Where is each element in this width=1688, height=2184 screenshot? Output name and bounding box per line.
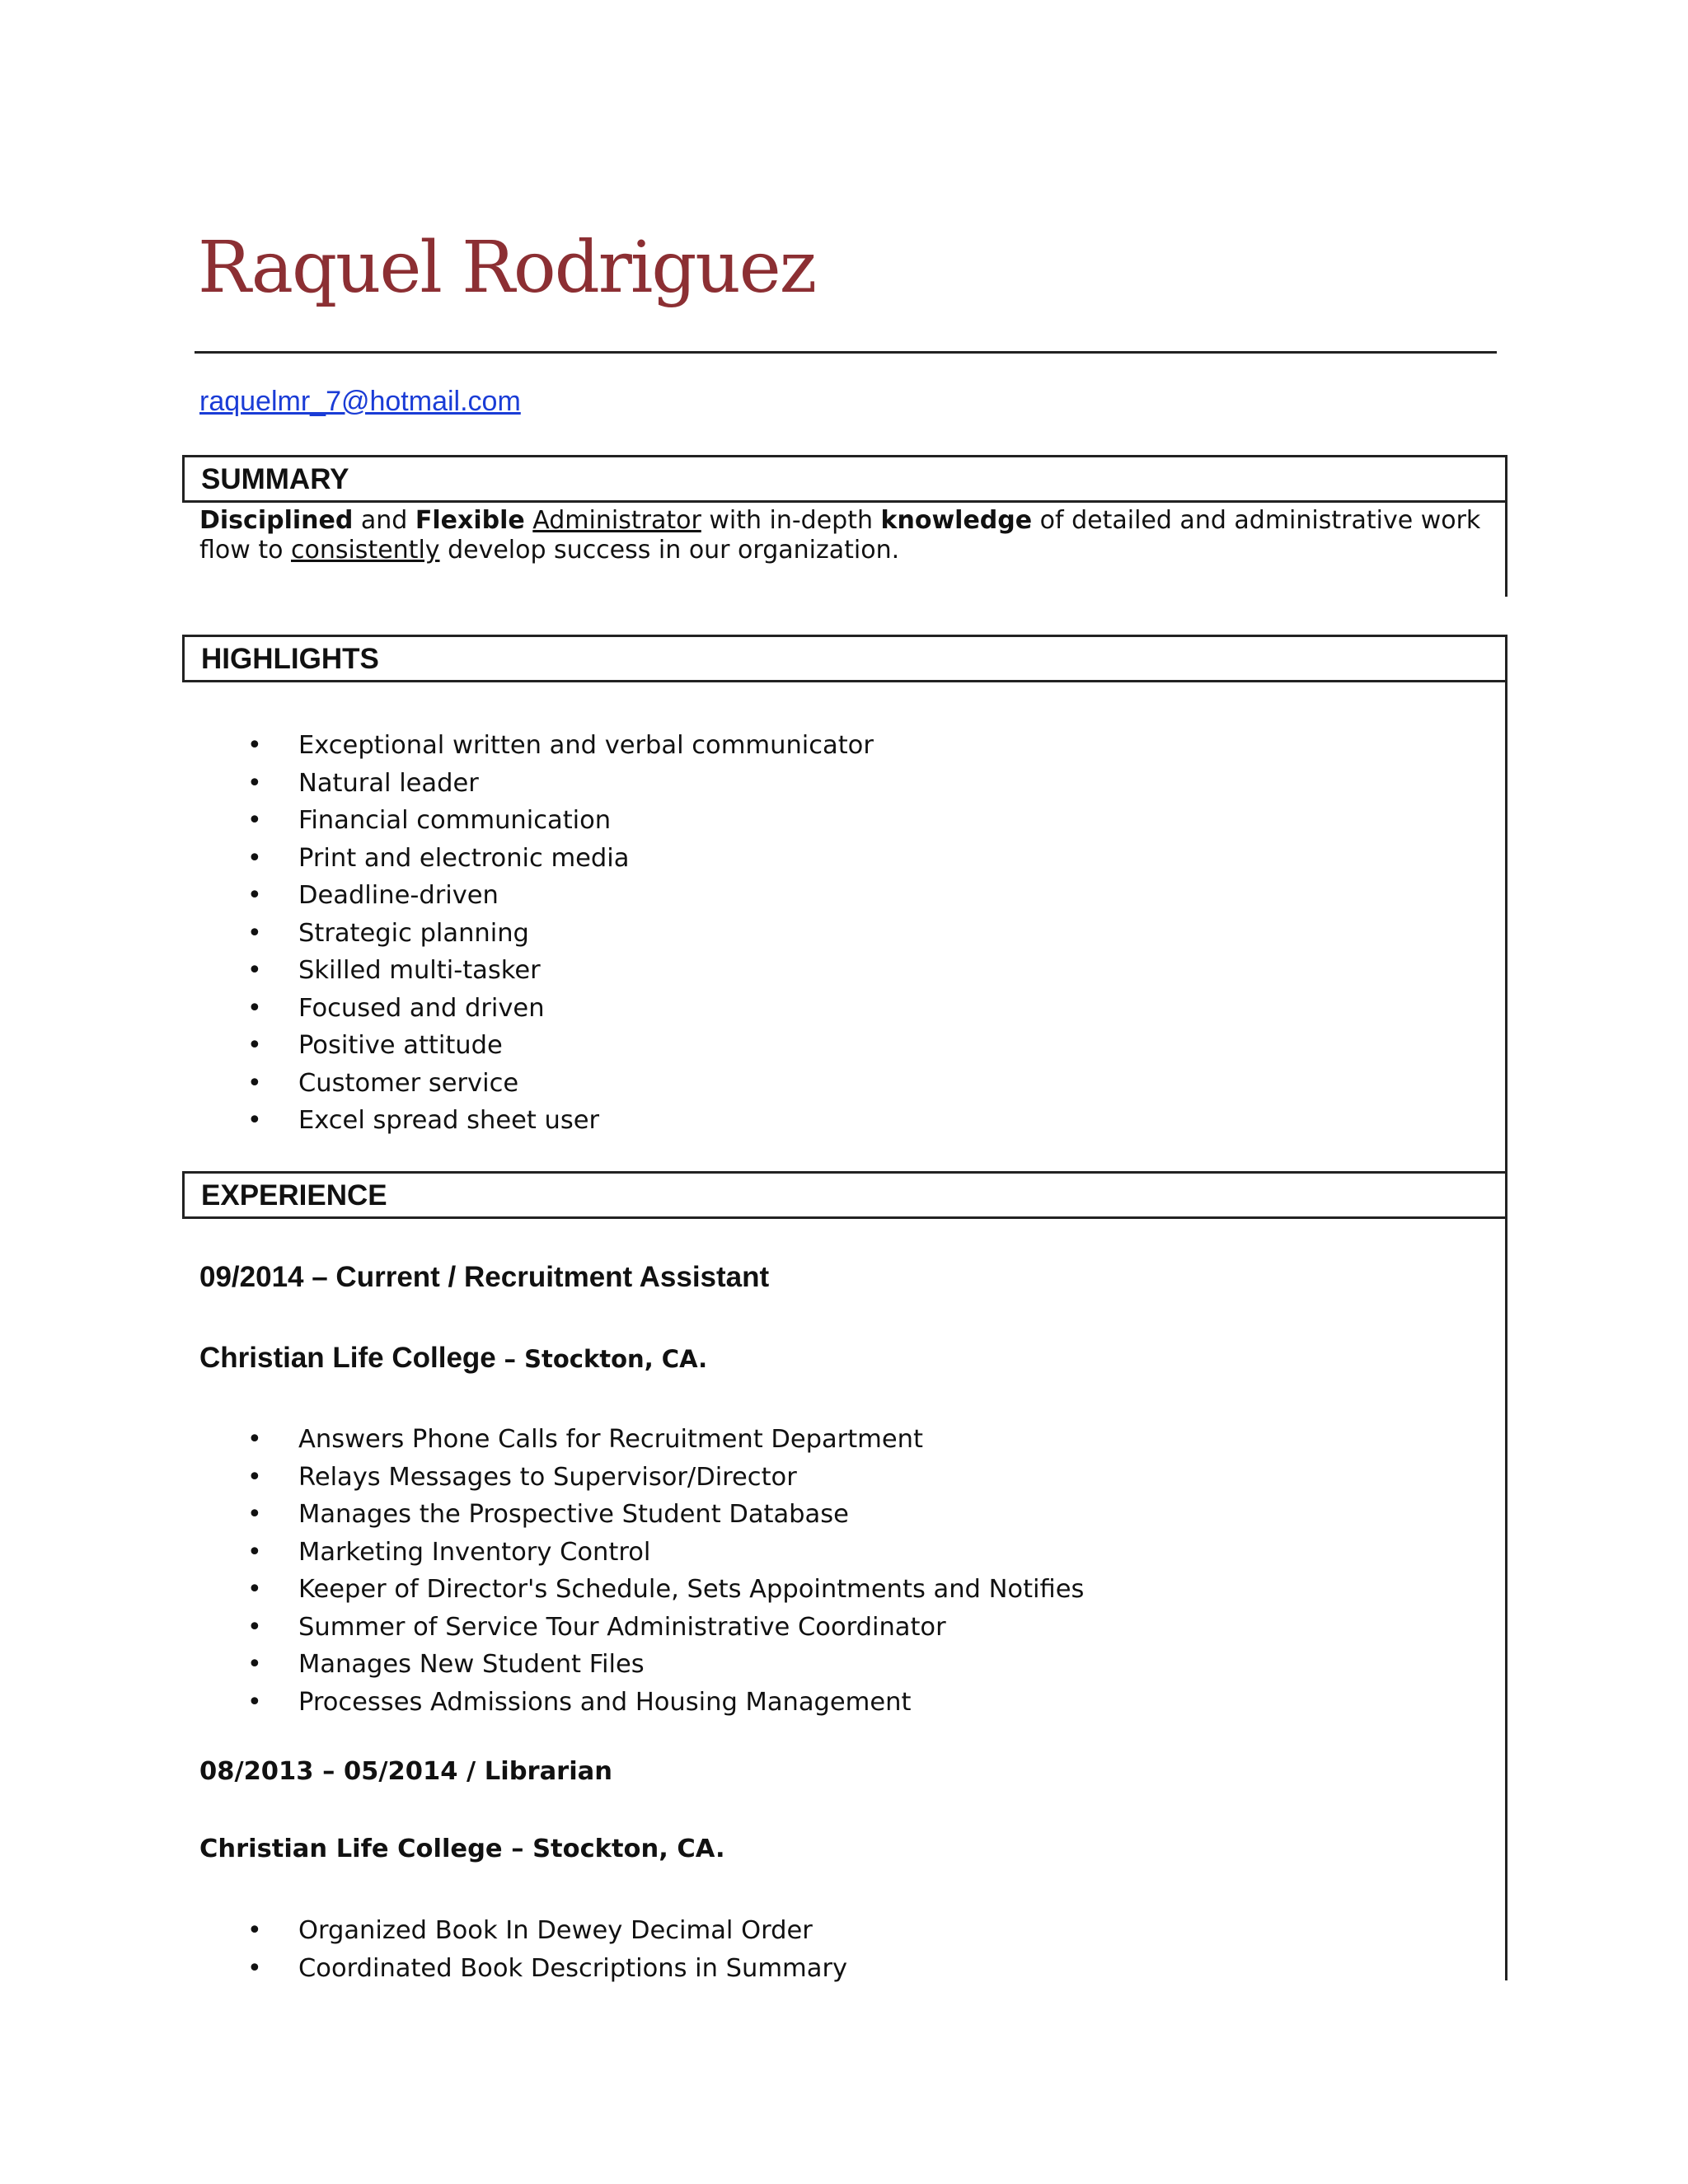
highlight-item: • Skilled multi-tasker (199, 952, 874, 990)
highlight-item: • Natural leader (199, 765, 874, 803)
duty-item: • Marketing Inventory Control (199, 1534, 1084, 1572)
duty-item: • Relays Messages to Supervisor/Director (199, 1459, 1084, 1497)
summary-text (199, 506, 1502, 565)
job-title: 09/2014 – Current / Recruitment Assistant (199, 1261, 770, 1293)
highlight-item: • Positive attitude (199, 1027, 874, 1065)
highlights-list (199, 727, 874, 1140)
duty-item: • Manages the Prospective Student Database (199, 1496, 1084, 1534)
summary-word-flexible: Flexible (415, 506, 525, 535)
summary-text-part: develop success in our organization. (439, 536, 900, 565)
company-name: Christian Life College (199, 1342, 496, 1374)
highlight-item: • Customer service (199, 1065, 874, 1103)
highlight-item: • Print and electronic media (199, 840, 874, 878)
summary-word-disciplined: Disciplined (199, 506, 354, 535)
highlight-item: • Exceptional written and verbal communicator (199, 727, 874, 765)
summary-word-administrator: Administrator (532, 506, 701, 535)
duty-item: • Processes Admissions and Housing Management (199, 1684, 1084, 1722)
summary-border (1505, 503, 1507, 597)
summary-text-part: with in-depth (701, 506, 881, 535)
duty-item: • Summer of Service Tour Administrative Coordinator (199, 1609, 1084, 1647)
job-duties-list (199, 1421, 1084, 1721)
summary-text-part: and (353, 506, 415, 535)
duty-item: • Keeper of Director's Schedule, Sets Appointments and Notifies (199, 1571, 1084, 1609)
highlight-item: • Focused and driven (199, 990, 874, 1028)
duty-item: • Organized Book In Dewey Decimal Order (199, 1912, 847, 1950)
duty-item: • Coordinated Book Descriptions in Summary (199, 1950, 847, 1988)
duty-item: • Manages New Student Files (199, 1646, 1084, 1684)
job-company (199, 1342, 707, 1375)
experience-heading: EXPERIENCE (182, 1171, 1507, 1219)
job-duties-list (199, 1912, 847, 1987)
company-location: – Stockton, CA. (504, 1345, 708, 1373)
name-divider (195, 351, 1497, 354)
highlights-heading: HIGHLIGHTS (182, 635, 1507, 682)
summary-heading: SUMMARY (182, 455, 1507, 503)
candidate-name: Raquel Rodriguez (198, 227, 816, 309)
job-title: 08/2013 – 05/2014 / Librarian (199, 1757, 612, 1786)
summary-text-part (525, 506, 533, 535)
email-link[interactable]: raquelmr_7@hotmail.com (199, 386, 521, 417)
duty-item: • Answers Phone Calls for Recruitment Department (199, 1421, 1084, 1459)
job-company: Christian Life College – Stockton, CA. (199, 1835, 725, 1863)
summary-word-knowledge: knowledge (880, 506, 1033, 535)
summary-text-part: of detailed and administrative work flow to (199, 506, 1481, 565)
summary-word-consistently: consistently (290, 536, 440, 565)
highlight-item: • Strategic planning (199, 915, 874, 953)
highlight-item: • Financial communication (199, 802, 874, 840)
highlight-item: • Excel spread sheet user (199, 1102, 874, 1140)
highlight-item: • Deadline-driven (199, 877, 874, 915)
experience-border (1505, 1217, 1507, 1980)
highlights-border (1505, 682, 1507, 1174)
